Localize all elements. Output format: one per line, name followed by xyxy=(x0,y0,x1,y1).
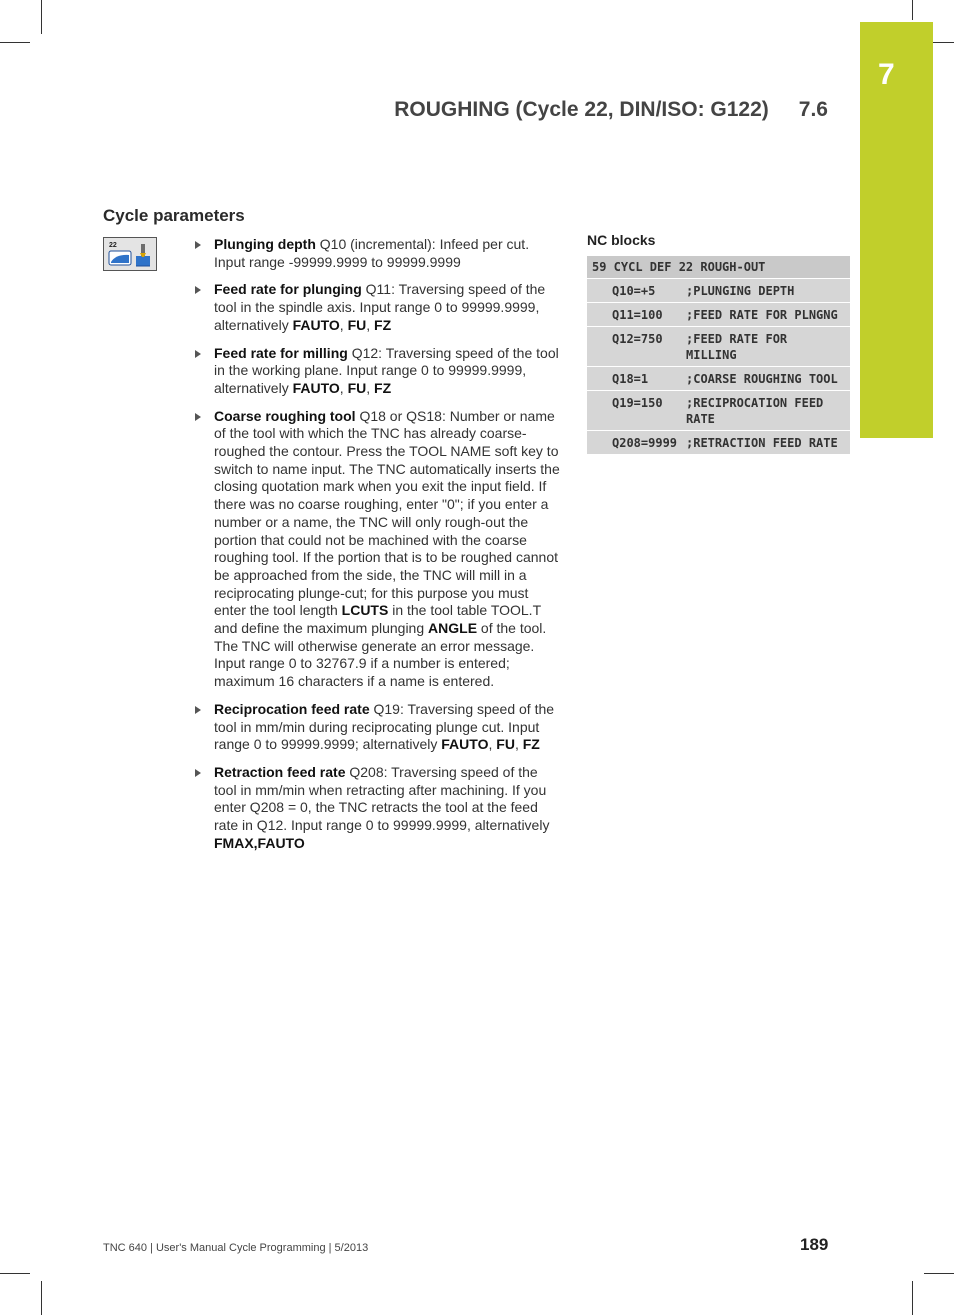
crop-mark xyxy=(0,1273,30,1274)
param-term: Plunging depth xyxy=(214,236,316,252)
param-option: FMAX,FAUTO xyxy=(214,834,305,851)
param-option: FZ xyxy=(374,316,392,333)
param-term: Reciprocation feed rate xyxy=(214,700,370,717)
param-option: FU xyxy=(496,736,515,753)
nc-comment: ;FEED RATE FOR PLNGNG xyxy=(686,308,838,322)
crop-mark xyxy=(924,1273,954,1274)
param-separator: , xyxy=(366,316,375,333)
bullet-arrow-icon xyxy=(195,350,201,358)
param-separator: , xyxy=(366,379,375,396)
param-option: FZ xyxy=(522,736,540,753)
param-desc: Q11: Traversing speed of the tool in the spindle axis. Input range 0 to 99999.9999, alternatively xyxy=(214,281,546,333)
param-term: Coarse roughing tool xyxy=(214,407,356,424)
param-term: Feed rate for plunging xyxy=(214,281,362,298)
crop-mark xyxy=(912,1281,913,1315)
chapter-tab xyxy=(860,22,933,438)
param-reciprocation-feed-rate xyxy=(195,701,560,754)
param-plunging-depth xyxy=(195,236,560,271)
nc-param: Q10=+5 xyxy=(612,284,656,298)
cycle-icon-label: 22 xyxy=(109,242,117,249)
chapter-number: 7 xyxy=(878,58,895,91)
cycle-22-roughing-icon-graphic xyxy=(104,238,156,270)
bullet-arrow-icon xyxy=(195,286,201,294)
param-desc: Q10 (incremental): Infeed per cut. Input range -99999.9999 to 99999.9999 xyxy=(214,236,530,270)
nc-comment: ;RETRACTION FEED RATE xyxy=(686,436,838,450)
nc-row xyxy=(587,431,850,454)
running-title: ROUGHING (Cycle 22, DIN/ISO: G122) xyxy=(394,98,769,121)
param-desc: in the tool table TOOL.T and define the maximum plunging xyxy=(214,602,541,637)
running-header xyxy=(394,98,828,122)
param-option: FU xyxy=(347,316,367,333)
page-footer: TNC 640 | User's Manual Cycle Programming | 5/2013 xyxy=(103,1242,369,1254)
param-separator: , xyxy=(514,736,523,753)
bullet-arrow-icon xyxy=(195,706,201,714)
nc-blocks-table xyxy=(587,256,850,455)
nc-comment: ;PLUNGING DEPTH xyxy=(686,284,795,298)
bullet-arrow-icon xyxy=(195,413,201,421)
param-keyword: ANGLE xyxy=(428,620,478,637)
nc-comment: ;COARSE ROUGHING TOOL xyxy=(686,372,838,386)
cycle-22-roughing-icon xyxy=(103,237,157,271)
section-number: 7.6 xyxy=(798,98,828,121)
nc-block-head: 59 CYCL DEF 22 ROUGH-OUT xyxy=(587,256,850,278)
nc-comment: ;RECIPROCATION FEED RATE xyxy=(686,396,824,426)
param-term: Retraction feed rate xyxy=(214,763,346,780)
param-separator: , xyxy=(339,316,348,333)
nc-param: Q208=9999 xyxy=(612,436,678,450)
param-separator: , xyxy=(488,736,497,753)
param-coarse-roughing-tool xyxy=(195,408,560,691)
bullet-arrow-icon xyxy=(195,241,201,249)
page-number: 189 xyxy=(800,1235,829,1254)
crop-mark xyxy=(912,0,913,20)
nc-param: Q12=750 xyxy=(612,332,663,346)
param-option: FU xyxy=(347,379,367,396)
param-separator: , xyxy=(339,379,348,396)
bullet-arrow-icon xyxy=(195,769,201,777)
param-desc: Q19: Traversing speed of the tool in mm/min during reciprocating plunge cut. Input range 0 to 99999.9999; alternatively xyxy=(214,700,555,753)
nc-row xyxy=(587,327,850,366)
nc-row xyxy=(587,279,850,302)
param-keyword: LCUTS xyxy=(341,602,389,619)
nc-row xyxy=(587,303,850,326)
section-title: Cycle parameters xyxy=(103,206,245,225)
param-feed-rate-plunging xyxy=(195,281,560,334)
param-option: FAUTO xyxy=(292,379,340,396)
param-feed-rate-milling xyxy=(195,345,560,398)
param-term: Feed rate for milling xyxy=(214,344,348,361)
param-desc: of the tool. The TNC will otherwise generate an error message. Input range 0 to 32767.9 if a number is entered; maximum 16 characters if a name is entered. xyxy=(214,620,547,690)
nc-comment: ;FEED RATE FOR MILLING xyxy=(686,332,788,362)
nc-param: Q11=100 xyxy=(612,308,663,322)
param-desc: Q18 or QS18: Number or name of the tool with which the TNC has already coarse-roughed the contour. Press the TOOL NAME soft key to switch to name input. The TNC automatically inserts the closing quotation mark when you exit the input field. If there was no coarse roughing, enter "0"; if you enter a number or a name, the TNC will only rough-out the portion that could not be machined with the coarse roughing tool. If the portion that is to be roughed cannot be approached from the side, the TNC will mill in a reciprocating plunge-cut; for this purpose you must enter the tool length xyxy=(214,407,560,619)
param-desc: Q208: Traversing speed of the tool in mm/min when retracting after machining. If you enter Q208 = 0, the TNC retracts the tool at the feed rate in Q12. Input range 0 to 99999.9999, alternatively xyxy=(214,763,550,834)
param-desc: Q12: Traversing speed of the tool in the working plane. Input range 0 to 99999.9999, alternatively xyxy=(214,344,559,396)
param-retraction-feed-rate xyxy=(195,764,560,853)
crop-mark xyxy=(41,1281,42,1315)
crop-mark xyxy=(0,42,30,43)
nc-blocks-title: NC blocks xyxy=(587,232,656,248)
param-option: FZ xyxy=(374,379,392,396)
nc-row xyxy=(587,391,850,430)
crop-mark xyxy=(41,0,42,34)
nc-row xyxy=(587,367,850,390)
nc-param: Q18=1 xyxy=(612,372,649,386)
param-option: FAUTO xyxy=(441,736,489,753)
nc-param: Q19=150 xyxy=(612,396,663,410)
parameter-list xyxy=(195,236,560,863)
param-option: FAUTO xyxy=(292,316,340,333)
